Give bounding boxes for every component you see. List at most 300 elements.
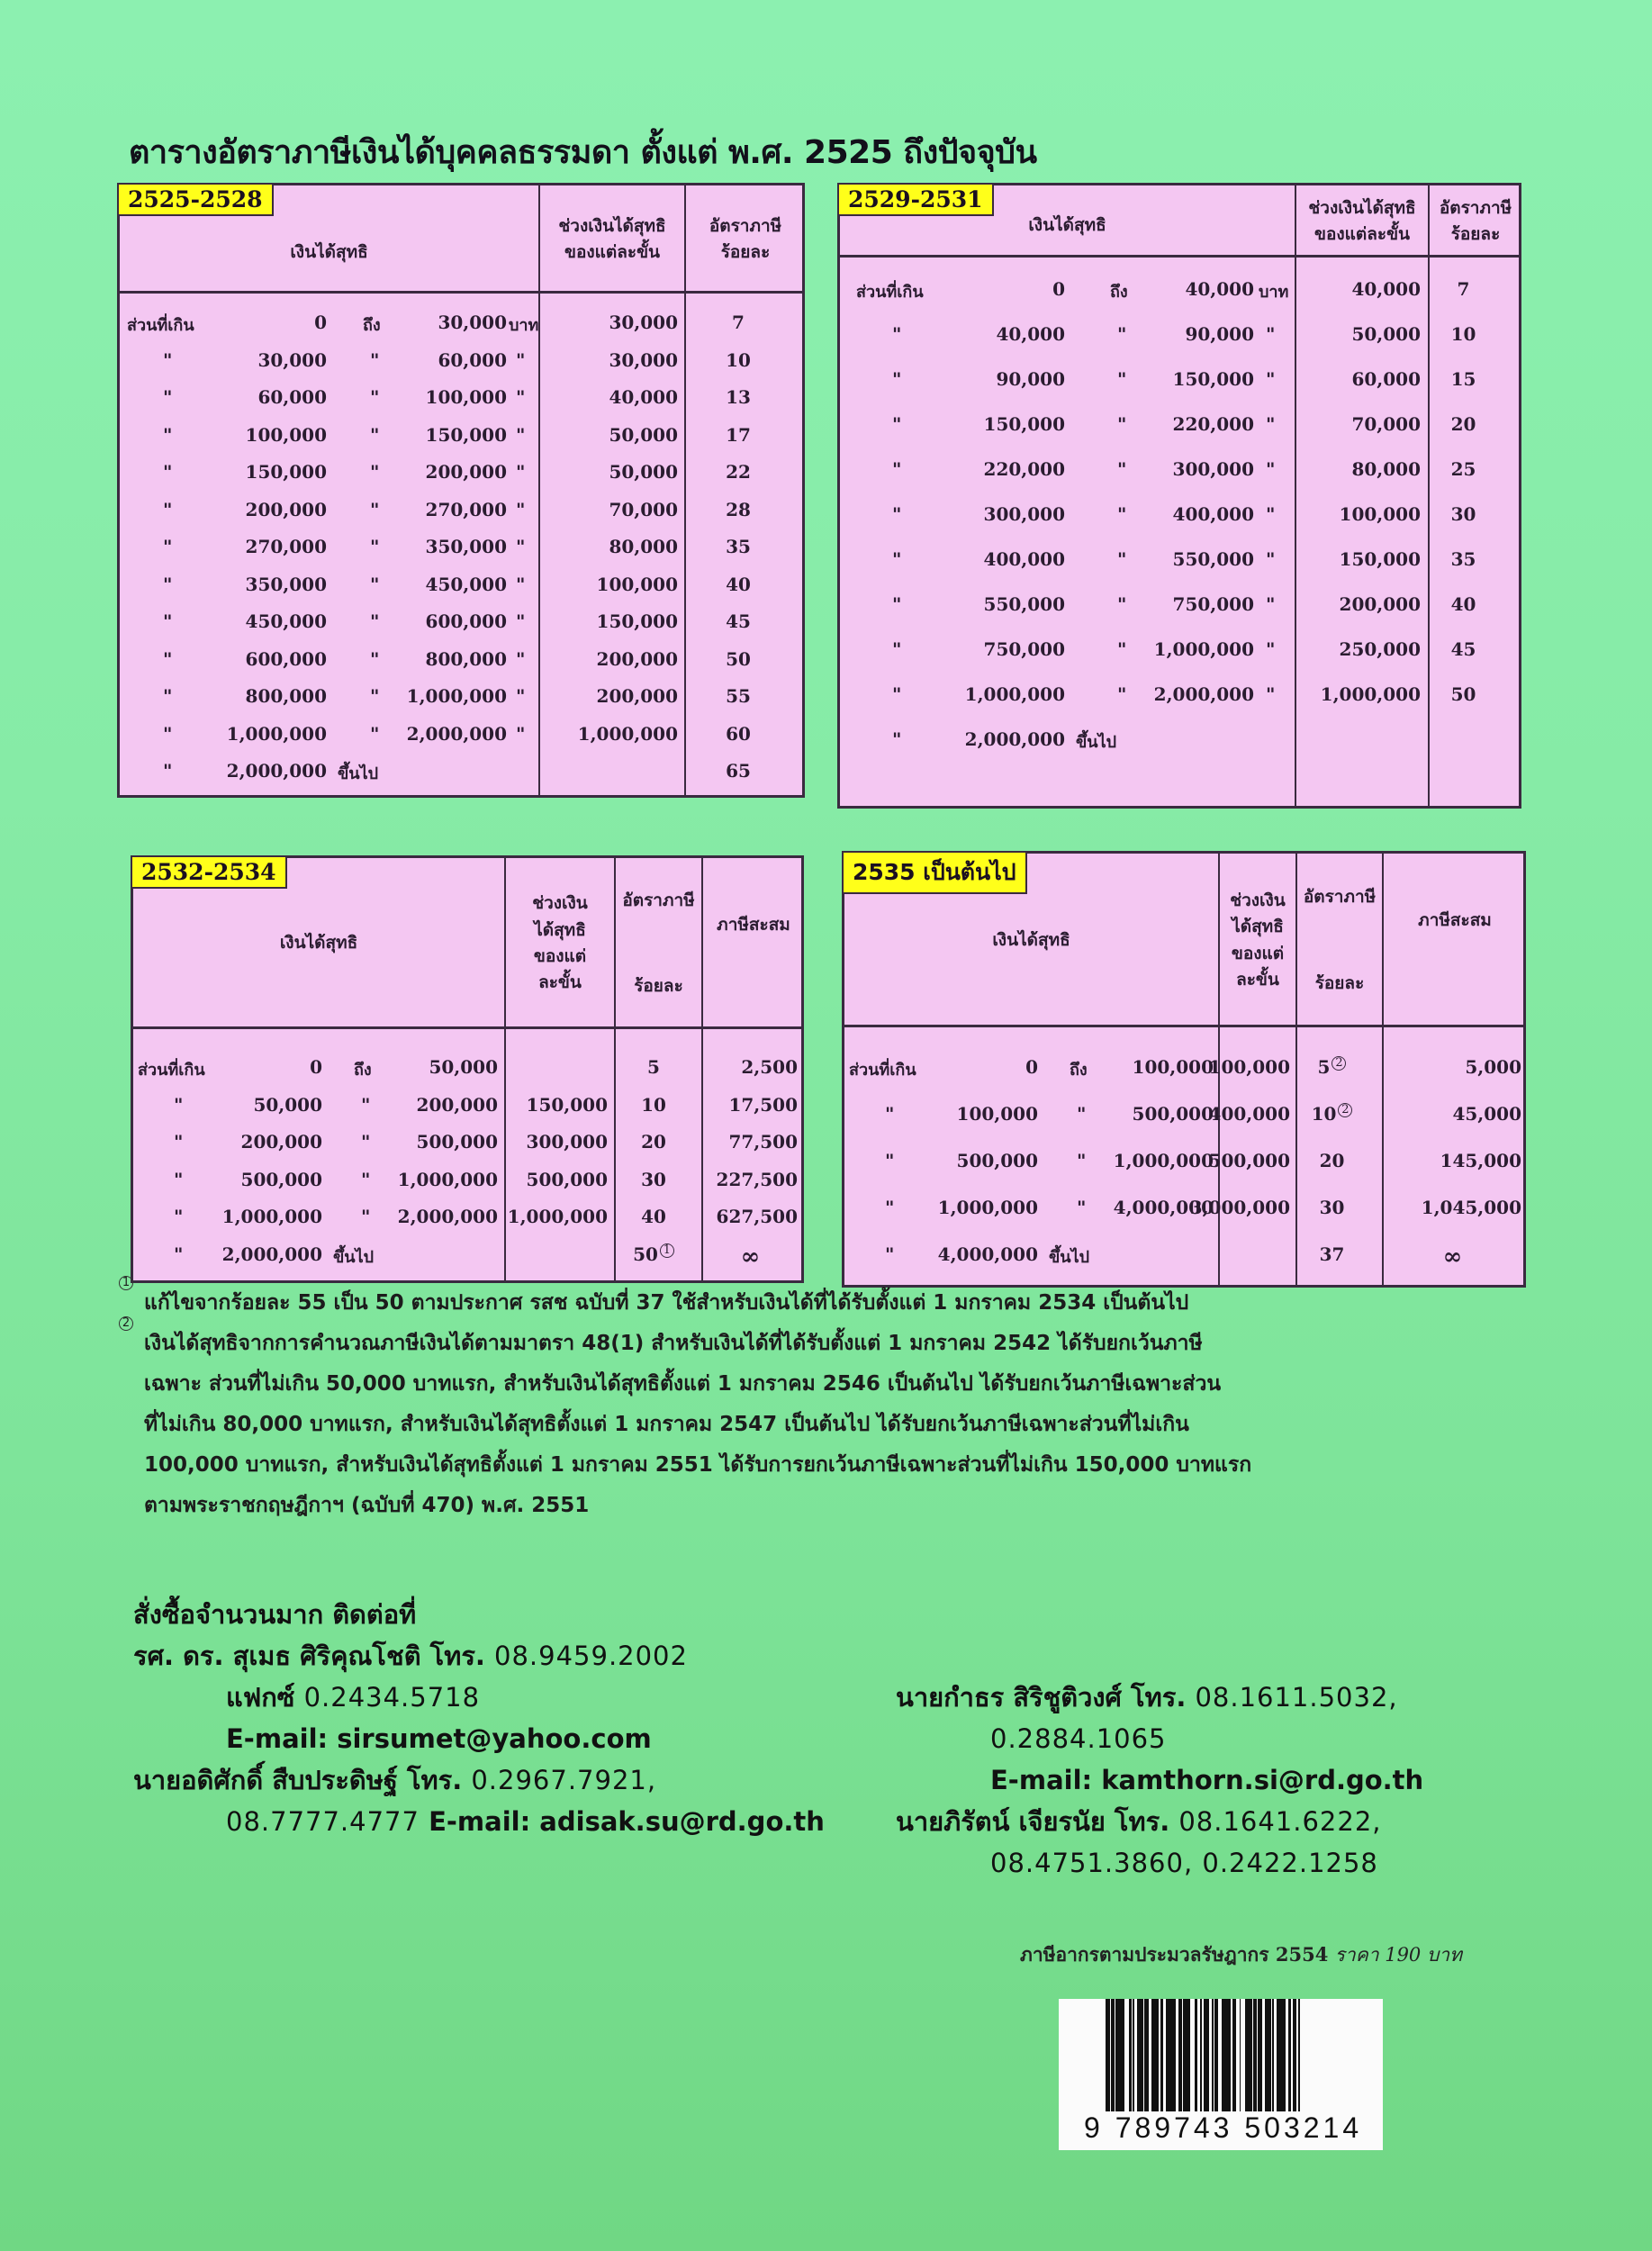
table-row: [120, 461, 802, 488]
tax-table-2529-2531: [837, 183, 1521, 809]
contact-name: นายกำธร สิริชูติวงศ์ โทร.: [896, 1682, 1187, 1713]
tax-table-2532-2534: [131, 855, 804, 1283]
ditto-mark: ": [892, 413, 902, 435]
tax-rate-value: 50: [726, 647, 751, 670]
exceed-label: ส่วนที่เกิน: [849, 1061, 916, 1080]
ditto-mark: ": [1266, 638, 1276, 660]
contact-fax-line: [133, 1677, 825, 1718]
to-amount: 270,000: [425, 498, 507, 520]
to-amount: 800,000: [425, 647, 507, 670]
ditto-mark: ": [370, 348, 380, 371]
tax-rate: [616, 1094, 691, 1116]
to-amount: 600,000: [425, 610, 507, 632]
tax-rate-value: 35: [726, 536, 751, 557]
ditto-mark: ": [892, 368, 902, 390]
table-row: [840, 323, 1519, 350]
barcode-bars-icon: [1106, 1999, 1303, 2118]
to-amount: 500,000: [416, 1131, 498, 1153]
ditto-mark: ": [885, 1197, 895, 1218]
bracket-width: 1,000,000: [507, 1206, 608, 1227]
table-row: [840, 368, 1519, 395]
ditto-mark: ": [163, 685, 173, 707]
bracket-width: 50,000: [609, 423, 678, 446]
to-amount: 2,000,000: [1153, 683, 1254, 705]
to-label: ถึง: [1070, 1061, 1088, 1080]
tax-rate-value: 7: [732, 312, 745, 333]
contact-person: [896, 1801, 1423, 1842]
ditto-mark: ": [892, 458, 902, 480]
contact-phone: 0.2884.1065: [990, 1723, 1167, 1754]
header-bracket-width: [506, 858, 614, 1029]
from-amount: 200,000: [245, 498, 327, 520]
header-label: เงินได้สุทธิ: [279, 933, 358, 954]
header-rate: [686, 185, 805, 294]
footnote-ref: 2: [1338, 1103, 1352, 1117]
ditto-mark: ": [163, 647, 173, 670]
cumulative-tax: 627,500: [716, 1206, 798, 1227]
tax-rate: [686, 499, 790, 520]
from-amount: 90,000: [996, 368, 1065, 390]
ditto-mark: ": [370, 423, 380, 446]
from-amount: 220,000: [983, 458, 1065, 480]
from-amount: 550,000: [983, 593, 1065, 615]
ditto-mark: ": [1266, 683, 1276, 705]
bracket-width: 100,000: [596, 573, 678, 595]
tax-rate: [1297, 1103, 1367, 1125]
ditto-mark: ": [892, 503, 902, 525]
to-amount: 1,000,000: [406, 685, 507, 707]
ditto-mark: ": [516, 423, 526, 446]
contact-phone: 08.1611.5032,: [1195, 1682, 1398, 1713]
ditto-mark: ": [370, 536, 380, 557]
table-row: [840, 728, 1519, 755]
header-label: ของแต่: [533, 946, 587, 966]
table-row: [120, 536, 802, 563]
table-row: [120, 386, 802, 413]
ditto-mark: ": [1077, 1197, 1087, 1218]
tax-rate: [616, 1131, 691, 1153]
table-row: [133, 1206, 801, 1233]
header-label: เงินได้สุทธิ: [290, 242, 368, 263]
ditto-mark: ": [370, 647, 380, 670]
tax-rate: [1430, 278, 1497, 300]
to-amount: 200,000: [416, 1093, 498, 1116]
tax-rate-value: 45: [1450, 638, 1476, 660]
header-label: ละขั้น: [1236, 969, 1279, 990]
ditto-mark: ": [370, 573, 380, 595]
cumulative-tax: 5,000: [1465, 1056, 1521, 1078]
from-amount: 150,000: [983, 413, 1065, 435]
bracket-width: 150,000: [1339, 548, 1421, 570]
to-amount: 1,000,000: [1153, 638, 1254, 660]
tax-rate: [686, 461, 790, 483]
to-amount: 4,000,000: [1113, 1197, 1214, 1218]
ditto-mark: ": [163, 573, 173, 595]
from-amount: 1,000,000: [221, 1206, 322, 1227]
to-amount: 40,000: [1185, 278, 1254, 300]
tax-rate: [1297, 1056, 1367, 1078]
book-price-line: [1020, 1940, 1462, 1970]
to-amount: 500,000: [1132, 1103, 1214, 1125]
tax-rate-value: 30: [641, 1168, 666, 1190]
from-amount: 400,000: [983, 548, 1065, 570]
table-row: [120, 610, 802, 637]
contact-phone: 08.4751.3860, 0.2422.1258: [990, 1848, 1378, 1878]
tax-rate: [616, 1206, 691, 1227]
tax-rate-value: 35: [1450, 548, 1476, 570]
table-row: [840, 458, 1519, 485]
from-amount: 450,000: [245, 610, 327, 632]
tax-rate-value: 40: [1450, 593, 1476, 615]
header-label: ภาษีสะสม: [1418, 910, 1492, 931]
cumulative-tax: 45,000: [1452, 1103, 1521, 1125]
ditto-mark: ": [370, 386, 380, 408]
footnote-text: เฉพาะ ส่วนที่ไม่เกิน 50,000 บาทแรก, สำหรับเงินได้สุทธิตั้งแต่ 1 มกราคม 2546 เป็นต้นไป ได้รับยกเว้นภาษีเฉพาะส่วน: [144, 1372, 1222, 1396]
footnote-1: [122, 1276, 1520, 1324]
tax-rate-value: 22: [726, 461, 751, 483]
header-rate: [1297, 854, 1382, 1027]
footnote-text: 100,000 บาทแรก, สำหรับเงินได้สุทธิตั้งแต่ 1 มกราคม 2551 ได้รับการยกเว้นภาษีเฉพาะส่วนที่ไม่เกิน 150,000 บาทแรก: [144, 1453, 1252, 1477]
contact-email[interactable]: sirsumet@yahoo.com: [337, 1723, 652, 1754]
from-amount: 2,000,000: [221, 1243, 322, 1265]
to-amount: 30,000: [438, 312, 507, 333]
ditto-mark: ": [370, 498, 380, 520]
bracket-width: 400,000: [1208, 1103, 1290, 1125]
from-amount: 100,000: [245, 423, 327, 446]
ditto-mark: ": [892, 323, 902, 345]
barcode-bar: [1115, 1999, 1124, 2118]
ditto-mark: ": [163, 536, 173, 557]
table-row: [120, 574, 802, 601]
to-amount: 350,000: [425, 536, 507, 557]
table-row: [840, 548, 1519, 575]
ditto-mark: ": [163, 386, 173, 408]
tax-rate-value: 30: [1450, 503, 1476, 525]
contact-email[interactable]: adisak.su@rd.go.th: [539, 1806, 825, 1837]
bracket-width: 500,000: [526, 1168, 608, 1190]
header-rate: [1430, 185, 1521, 258]
from-amount: 350,000: [245, 573, 327, 595]
footnote-text: เงินได้สุทธิจากการคำนวณภาษีเงินได้ตามมาตรา 48(1) สำหรับเงินได้ที่ได้รับตั้งแต่ 1 มกราคม 2542 ได้รับยกเว้นภาษี: [144, 1332, 1203, 1355]
bracket-width: 150,000: [526, 1093, 608, 1116]
ditto-mark: ": [174, 1168, 184, 1190]
tax-table-2525-2528: [117, 183, 805, 798]
header-label: ร้อยละ: [720, 242, 771, 262]
ditto-mark: ": [370, 610, 380, 632]
bracket-width: 60,000: [1351, 368, 1421, 390]
tax-rate-value: 5: [1317, 1056, 1331, 1078]
from-amount: 60,000: [257, 386, 327, 408]
ditto-mark: ": [370, 722, 380, 745]
tax-rate: [686, 723, 790, 745]
ditto-mark: ": [370, 461, 380, 483]
to-amount: 1,000,000: [1113, 1150, 1214, 1171]
ditto-mark: ": [885, 1150, 895, 1171]
tax-rate: [1430, 323, 1497, 345]
footnotes: [122, 1276, 1520, 1526]
cumulative-tax: 2,500: [741, 1056, 798, 1078]
tax-rate-value: 65: [726, 760, 751, 782]
footnote-text: แก้ไขจากร้อยละ 55 เป็น 50 ตามประกาศ รสช ฉบับที่ 37 ใช้สำหรับเงินได้ที่ได้รับตั้งแต่ 1 มกราคม 2534 เป็นต้นไป: [144, 1291, 1189, 1315]
bracket-width: 70,000: [609, 498, 678, 520]
from-amount: 800,000: [245, 685, 327, 707]
table-row: [120, 499, 802, 526]
to-amount: 300,000: [1172, 458, 1254, 480]
ditto-mark: ": [885, 1103, 895, 1125]
ditto-mark: ": [1117, 638, 1127, 660]
ditto-mark: ": [1077, 1150, 1087, 1171]
ditto-mark: ": [892, 638, 902, 660]
bracket-width: 40,000: [609, 386, 678, 408]
ditto-mark: ": [516, 348, 526, 371]
ditto-mark: ": [516, 536, 526, 557]
ditto-mark: ": [361, 1168, 371, 1190]
upwards-label: ขึ้นไป: [333, 1247, 375, 1267]
tax-rate: [616, 1243, 691, 1265]
infinity-icon: ∞: [740, 1243, 761, 1270]
ditto-mark: ": [1266, 323, 1276, 345]
tax-rate: [1430, 368, 1497, 390]
bracket-width: 250,000: [1339, 638, 1421, 660]
tax-rate: [1430, 413, 1497, 435]
bracket-width: 50,000: [609, 461, 678, 483]
baht-label: บาท: [1259, 283, 1289, 302]
header-bracket-width: [1296, 185, 1428, 258]
header-label: ร้อยละ: [1450, 224, 1501, 244]
barcode-bar: [1245, 1999, 1252, 2118]
contacts-heading: สั่งซื้อจำนวนมาก ติดต่อที่: [133, 1599, 417, 1630]
tax-rate-value: 5: [647, 1056, 660, 1078]
ditto-mark: ": [1266, 548, 1276, 570]
bracket-width: 30,000: [609, 348, 678, 371]
ditto-mark: ": [1077, 1103, 1087, 1125]
footnote-marker: 2: [119, 1316, 133, 1331]
ditto-mark: ": [1266, 503, 1276, 525]
contact-phone2-line: [896, 1718, 1423, 1759]
email-label: E-mail:: [429, 1806, 531, 1837]
header-label: ภาษีสะสม: [717, 915, 790, 936]
header-label: อัตราภาษี: [1439, 197, 1512, 218]
to-amount: 400,000: [1172, 503, 1254, 525]
ditto-mark: ": [885, 1243, 895, 1265]
bracket-width: 200,000: [596, 685, 678, 707]
tax-rate-value: 7: [1457, 278, 1470, 300]
exceed-label: ส่วนที่เกิน: [127, 316, 194, 335]
ditto-mark: ": [1117, 683, 1127, 705]
contact-email[interactable]: kamthorn.si@rd.go.th: [1101, 1765, 1424, 1795]
from-amount: 750,000: [983, 638, 1065, 660]
header-bracket-width: [1220, 854, 1295, 1027]
tax-rate: [1430, 503, 1497, 525]
bracket-width: 300,000: [526, 1131, 608, 1153]
ditto-mark: ": [163, 610, 173, 632]
footnote-text: ที่ไม่เกิน 80,000 บาทแรก, สำหรับเงินได้สุทธิตั้งแต่ 1 มกราคม 2547 เป็นต้นไป ได้รับยกเว้นภาษีเฉพาะส่วนที่ไม่เกิน: [144, 1413, 1189, 1436]
from-amount: 1,000,000: [937, 1197, 1038, 1218]
table-row: [133, 1243, 801, 1270]
infinity-icon: ∞: [1442, 1243, 1463, 1270]
header-label: ร้อยละ: [1314, 973, 1365, 994]
tax-rate: [686, 312, 790, 333]
cumulative-tax: 77,500: [728, 1131, 798, 1153]
table-row: [844, 1103, 1523, 1130]
header-label: ช่วงเงินได้สุทธิ: [558, 215, 666, 236]
bracket-width: 200,000: [596, 647, 678, 670]
header-label: ละขั้น: [538, 972, 582, 993]
table-row: [120, 648, 802, 675]
to-amount: 2,000,000: [406, 722, 507, 745]
tax-rate: [1430, 593, 1497, 615]
footnote-text: ตามพระราชกฤษฎีกาฯ (ฉบับที่ 470) พ.ศ. 2551: [144, 1494, 590, 1517]
from-amount: 0: [314, 312, 327, 333]
to-label: ถึง: [1110, 283, 1128, 302]
header-label: ได้สุทธิ: [534, 919, 586, 940]
barcode-bar: [1166, 1999, 1176, 2118]
contact-person: [133, 1635, 825, 1677]
table-row: [840, 683, 1519, 710]
tax-rate-value: 50: [633, 1243, 658, 1265]
tax-rate-value: 60: [726, 722, 751, 745]
header-label: อัตราภาษี: [709, 215, 782, 236]
contact-email-line: [896, 1759, 1423, 1801]
from-amount: 500,000: [240, 1168, 322, 1190]
tax-rate-value: 40: [726, 573, 751, 595]
contact-phone2-line: [133, 1801, 825, 1842]
contact-phone: 08.7777.4777: [226, 1806, 420, 1837]
header-bracket-width: [540, 185, 684, 294]
from-amount: 270,000: [245, 536, 327, 557]
table-row: [133, 1056, 801, 1083]
table-row: [844, 1197, 1523, 1224]
bracket-width: 80,000: [609, 536, 678, 557]
header-label: ช่วงเงินได้สุทธิ: [1308, 197, 1416, 218]
ditto-mark: ": [370, 685, 380, 707]
to-amount: 150,000: [1172, 368, 1254, 390]
header-label: เงินได้สุทธิ: [1028, 215, 1106, 236]
contact-name: รศ. ดร. สุเมธ ศิริคุณโชติ โทร.: [133, 1641, 485, 1671]
tax-rate: [616, 1169, 691, 1190]
period-badge: 2529-2531: [837, 183, 994, 216]
period-badge: 2532-2534: [131, 855, 287, 889]
tax-rate-value: 10: [641, 1093, 666, 1116]
ditto-mark: ": [892, 728, 902, 750]
tax-rate: [1297, 1197, 1367, 1218]
table-row: [120, 685, 802, 712]
fax-label: แฟกซ์: [226, 1682, 295, 1713]
table-row: [844, 1243, 1523, 1270]
ditto-mark: ": [361, 1131, 371, 1153]
baht-label: บาท: [509, 316, 539, 335]
to-amount: 50,000: [429, 1056, 498, 1078]
to-amount: 220,000: [1172, 413, 1254, 435]
contact-phone: 08.9459.2002: [494, 1641, 688, 1671]
table-row: [133, 1169, 801, 1196]
ditto-mark: ": [163, 461, 173, 483]
barcode: [1059, 1999, 1383, 2150]
to-amount: 1,000,000: [397, 1168, 498, 1190]
footnote-2: [122, 1316, 1520, 1364]
barcode-bar: [1183, 1999, 1190, 2118]
table-row: [840, 503, 1519, 530]
tax-rate-value: 17: [726, 423, 751, 446]
ditto-mark: ": [516, 722, 526, 745]
period-badge: 2535 เป็นต้นไป: [842, 851, 1027, 894]
footnote-ref: 1: [660, 1243, 674, 1258]
email-label: E-mail:: [226, 1723, 329, 1754]
ditto-mark: ": [892, 593, 902, 615]
tax-rate: [616, 1056, 691, 1078]
from-amount: 150,000: [245, 461, 327, 483]
bracket-width: 100,000: [1208, 1056, 1290, 1078]
ditto-mark: ": [1266, 458, 1276, 480]
book-title: ภาษีอากรตามประมวลรัษฎากร 2554: [1020, 1943, 1329, 1966]
tax-rate: [686, 760, 790, 782]
from-amount: 30,000: [257, 348, 327, 371]
contact-name: นายภิรัตน์ เจียรนัย โทร.: [896, 1806, 1170, 1837]
bracket-width: 500,000: [1208, 1150, 1290, 1171]
to-amount: 60,000: [438, 348, 507, 371]
to-amount: 100,000: [1132, 1056, 1214, 1078]
ditto-mark: ": [1266, 593, 1276, 615]
header-label: อัตราภาษี: [1303, 886, 1377, 907]
tax-rate-value: 15: [1450, 368, 1476, 390]
bracket-width: 100,000: [1339, 503, 1421, 525]
ditto-mark: ": [1117, 323, 1127, 345]
ditto-mark: ": [892, 548, 902, 570]
from-amount: 1,000,000: [964, 683, 1065, 705]
ditto-mark: ": [516, 573, 526, 595]
tax-rate-value: 55: [726, 685, 751, 707]
to-amount: 750,000: [1172, 593, 1254, 615]
header-label: ได้สุทธิ: [1232, 917, 1284, 937]
to-label: ถึง: [354, 1061, 372, 1080]
bracket-width: 1,000,000: [577, 722, 678, 745]
ditto-mark: ": [1117, 593, 1127, 615]
footnote-marker: 1: [119, 1276, 133, 1290]
contacts-right: [896, 1677, 1423, 1884]
ditto-mark: ": [361, 1093, 371, 1116]
tax-rate-value: 40: [641, 1206, 666, 1227]
from-amount: 0: [1052, 278, 1065, 300]
ditto-mark: ": [516, 685, 526, 707]
table-row: [133, 1131, 801, 1158]
header-label: เงินได้สุทธิ: [992, 929, 1070, 950]
bracket-width: 50,000: [1351, 323, 1421, 345]
table-row: [844, 1150, 1523, 1177]
barcode-bar: [1277, 1999, 1286, 2118]
table-row: [840, 593, 1519, 620]
header-label: ของแต่ละขั้น: [1313, 224, 1411, 244]
tax-rate-value: 28: [726, 498, 751, 520]
tax-rate: [1430, 458, 1497, 480]
tax-rate: [686, 536, 790, 557]
tax-rate: [686, 424, 790, 446]
upwards-label: ขึ้นไป: [338, 764, 379, 783]
to-amount: 550,000: [1172, 548, 1254, 570]
to-amount: 200,000: [425, 461, 507, 483]
tax-rate-value: 13: [726, 386, 751, 408]
cumulative-tax: 227,500: [716, 1168, 798, 1190]
contact-person: [896, 1677, 1423, 1718]
cumulative-tax: 145,000: [1440, 1150, 1521, 1171]
header-label: ช่วงเงิน: [532, 893, 588, 914]
header-label: ร้อยละ: [634, 975, 683, 996]
ditto-mark: ": [163, 348, 173, 371]
from-amount: 2,000,000: [964, 728, 1065, 750]
table-row: [120, 723, 802, 750]
table-row: [120, 312, 802, 339]
tax-rate-value: 45: [726, 610, 751, 632]
tax-rate-value: 20: [641, 1131, 666, 1153]
